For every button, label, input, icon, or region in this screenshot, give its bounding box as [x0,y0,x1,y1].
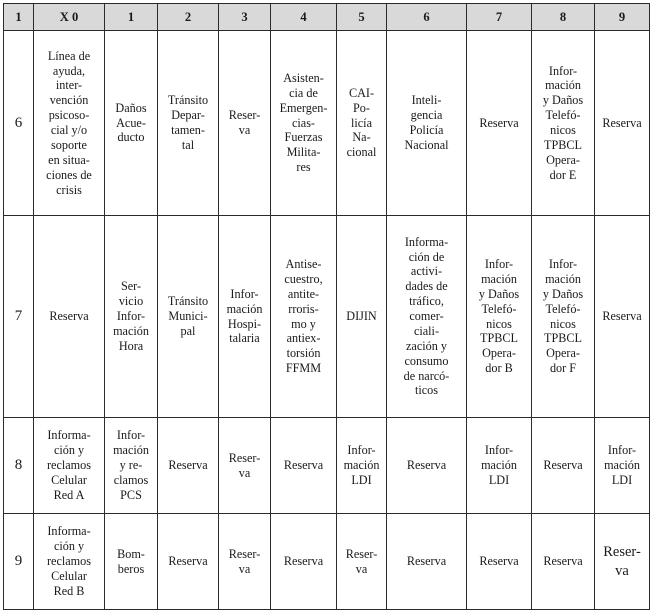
header-row [4,4,650,31]
table-cell: Antise- cuestro, antite- rroris- mo y antiex- torsión FFMM [271,216,337,418]
table-cell: Reserva [532,418,595,514]
table-cell: Reser- va [595,514,650,610]
table-cell: Infor- mación Hospi- talaria [219,216,271,418]
table-cell: Reser- va [219,418,271,514]
table-cell: Reserva [34,216,105,418]
header-cell: 5 [337,4,387,31]
row-label: 6 [4,31,34,216]
table-cell: Infor- mación y Daños Telefó- nicos TPBCL Opera- dor E [532,31,595,216]
table-cell: Informa- ción y reclamos Celular Red A [34,418,105,514]
table-cell: Reserva [271,418,337,514]
table-cell: Reserva [158,514,219,610]
table-cell: Reserva [158,418,219,514]
table-cell: Daños Acue- ducto [105,31,158,216]
table-cell: Reserva [595,31,650,216]
table-cell: Reserva [387,418,467,514]
table-cell: Infor- mación LDI [467,418,532,514]
table-cell: Asisten- cia de Emergen- cias- Fuerzas Milita- res [271,31,337,216]
table-cell: Reserva [595,216,650,418]
table-row [4,514,650,610]
numbering-table [3,3,650,610]
header-cell: 3 [219,4,271,31]
header-cell: 1 [105,4,158,31]
table-cell: Reserva [467,514,532,610]
table-cell: Reserva [271,514,337,610]
table-row [4,31,650,216]
table-row [4,418,650,514]
table-cell: Bom- beros [105,514,158,610]
table-cell: Reser- va [337,514,387,610]
table-cell: Reser- va [219,31,271,216]
header-cell: 9 [595,4,650,31]
table-cell: Infor- mación y Daños Telefó- nicos TPBCL Opera- dor B [467,216,532,418]
header-cell: X 0 [34,4,105,31]
table-cell: Infor- mación LDI [595,418,650,514]
table-cell: Reser- va [219,514,271,610]
table-cell: Informa- ción de activi- dades de tráfico, comer- ciali- zación y consumo de narcó- ticos [387,216,467,418]
header-cell: 2 [158,4,219,31]
header-cell: 7 [467,4,532,31]
header-cell: 6 [387,4,467,31]
table-cell: Tránsito Munici- pal [158,216,219,418]
row-label: 8 [4,418,34,514]
table-cell: Infor- mación y Daños Telefó- nicos TPBCL Opera- dor F [532,216,595,418]
table-cell: Reserva [467,31,532,216]
header-cell: 4 [271,4,337,31]
row-label: 7 [4,216,34,418]
row-label: 9 [4,514,34,610]
table-cell: Inteli- gencia Policía Nacional [387,31,467,216]
table-cell: CAI- Po- licía Na- cional [337,31,387,216]
table-cell: DIJIN [337,216,387,418]
table-cell: Tránsito Depar- tamen- tal [158,31,219,216]
header-cell: 1 [4,4,34,31]
table-cell: Reserva [532,514,595,610]
table-cell: Reserva [387,514,467,610]
header-cell: 8 [532,4,595,31]
table-cell: Informa- ción y reclamos Celular Red B [34,514,105,610]
table-cell: Línea de ayuda, inter- vención psicoso- cial y/o soporte en situa- ciones de crisis [34,31,105,216]
table-cell: Ser- vicio Infor- mación Hora [105,216,158,418]
table-row [4,216,650,418]
table-cell: Infor- mación y re- clamos PCS [105,418,158,514]
table-cell: Infor- mación LDI [337,418,387,514]
